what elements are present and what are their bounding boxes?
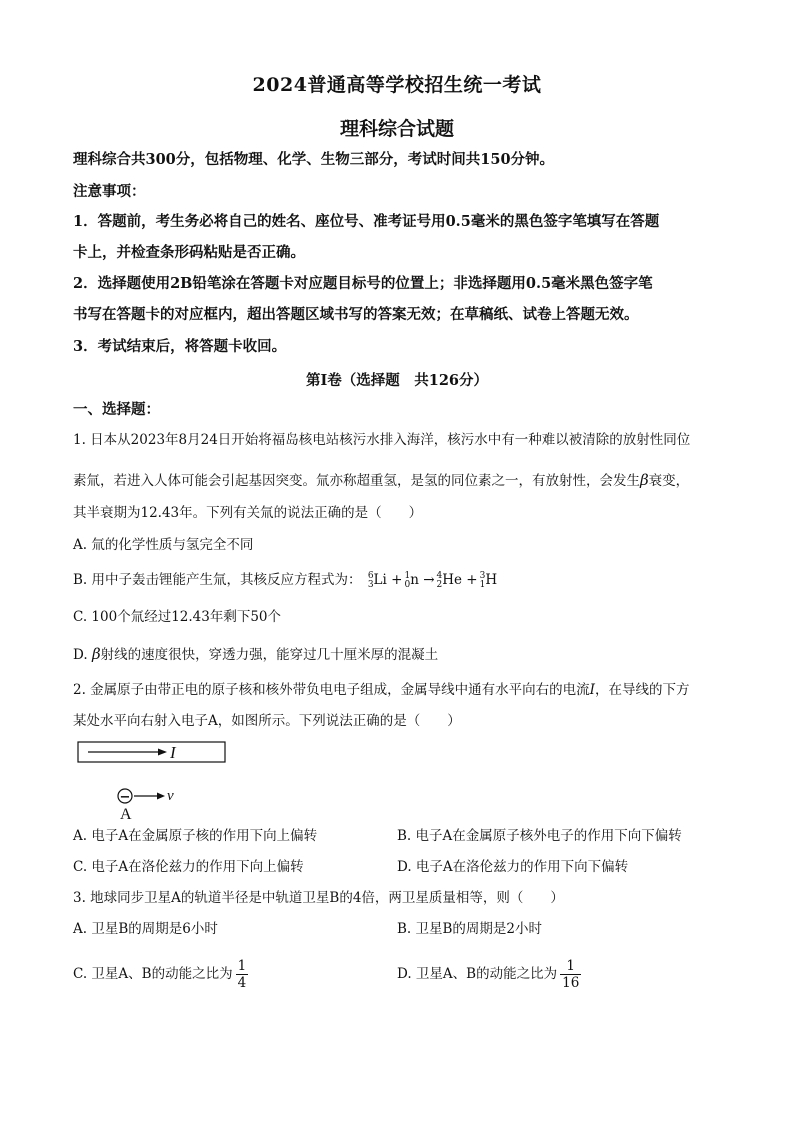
fraction: $\frac{1}{4}$ <box>237 958 247 991</box>
q2-option-b: B. 电子A在金属原子核外电子的作用下向下偏转 <box>397 828 682 844</box>
q2-option-c: C. 电子A在洛伦兹力的作用下向上偏转 <box>73 859 304 875</box>
notice-item-1-line-2: 卡上，并检查条形码粘贴是否正确。 <box>73 244 305 261</box>
intro-text: 理科综合共300分，包括物理、化学、生物三部分，考试时间共150分钟。 <box>73 151 555 168</box>
q1-option-c: C. 100个氚经过12.43年剩下50个 <box>73 609 282 625</box>
notice-item-2-line-2: 书写在答题卡的对应框内，超出答题区域书写的答案无效；在草稿纸、试卷上答题无效。 <box>73 306 639 323</box>
exam-subtitle: 理科综合试题 <box>339 118 454 140</box>
q3-option-d: D. 卫星A、B的动能之比为 $\frac{1}{16}$ <box>397 958 580 991</box>
q3-option-c: C. 卫星A、B的动能之比为 $\frac{1}{4}$ <box>73 958 247 991</box>
q2-figure <box>76 740 236 822</box>
q3-option-b: B. 卫星B的周期是2小时 <box>397 921 543 937</box>
current-label: I <box>170 743 176 762</box>
q1-stem-line-3: 其半衰期为12.43年。下列有关氚的说法正确的是（ ） <box>73 505 423 521</box>
electron-sign: − <box>119 790 131 805</box>
current-arrow-head <box>158 749 167 756</box>
q1-option-b <box>73 570 724 590</box>
current-variable: I <box>589 682 596 698</box>
q1-stem-line-2-end: 衰变， <box>648 473 690 489</box>
exam-title: 2024普通高等学校招生统一考试 <box>252 74 542 96</box>
q2-stem-line-2: 某处水平向右射入电子A，如图所示。下列说法正确的是（ ） <box>73 713 461 729</box>
q1-option-d: D. β射线的速度很快，穿透力强，能穿过几十厘米厚的混凝土 <box>73 645 439 663</box>
q2-option-d: D. 电子A在洛伦兹力的作用下向下偏转 <box>397 859 629 875</box>
q3-stem: 3. 地球同步卫星A的轨道半径是中轨道卫星B的4倍，两卫星质量相等，则（ ） <box>73 890 564 906</box>
notice-heading: 注意事项： <box>73 183 146 200</box>
fraction: $\frac{1}{16}$ <box>562 958 580 991</box>
q1-stem-line-2-text: 素氚，若进入人体可能会引起基因突变。氚亦称超重氢，是氢的同位素之一，有放射性，会发生 <box>73 473 640 489</box>
q1-stem-line-2 <box>73 470 724 491</box>
electron-label: A <box>120 806 132 822</box>
q2-stem-line-1: 2. 金属原子由带正电的原子核和核外带负电电子组成，金属导线中通有水平向右的电流I，在导线的下方 <box>73 682 690 698</box>
part-heading: 一、选择题： <box>73 401 160 418</box>
section-title: 第Ⅰ卷（选择题 共126分） <box>305 372 489 389</box>
beta-symbol: β <box>91 645 101 663</box>
velocity-arrow-head <box>157 793 165 800</box>
notice-item-3: 3．考试结束后，将答题卡收回。 <box>73 338 287 355</box>
notice-item-2-line-1: 2．选择题使用2B铅笔涂在答题卡对应题目标号的位置上；非选择题用0.5毫米黑色签字笔 <box>73 275 653 292</box>
q1-stem-line-1: 1. 日本从2023年8月24日开始将福岛核电站核污水排入海洋，核污水中有一种难以被清除的放射性同位 <box>73 432 691 448</box>
q1-option-b-text: B. 用中子轰击锂能产生氚，其核反应方程式为： <box>73 572 362 588</box>
q3-option-a: A. 卫星B的周期是6小时 <box>73 921 218 937</box>
velocity-label: v <box>167 788 174 804</box>
beta-symbol: β <box>640 471 649 489</box>
q1-option-a: A. 氚的化学性质与氢完全不同 <box>73 537 254 553</box>
notice-item-1-line-1: 1．答题前，考生务必将自己的姓名、座位号、准考证号用0.5毫米的黑色签字笔填写在答题 <box>73 213 660 230</box>
nuclear-equation: 6 3 Li + 1 0 n → 4 2 He + 3 1 H <box>367 570 498 590</box>
q2-option-a: A. 电子A在金属原子核的作用下向上偏转 <box>73 828 318 844</box>
